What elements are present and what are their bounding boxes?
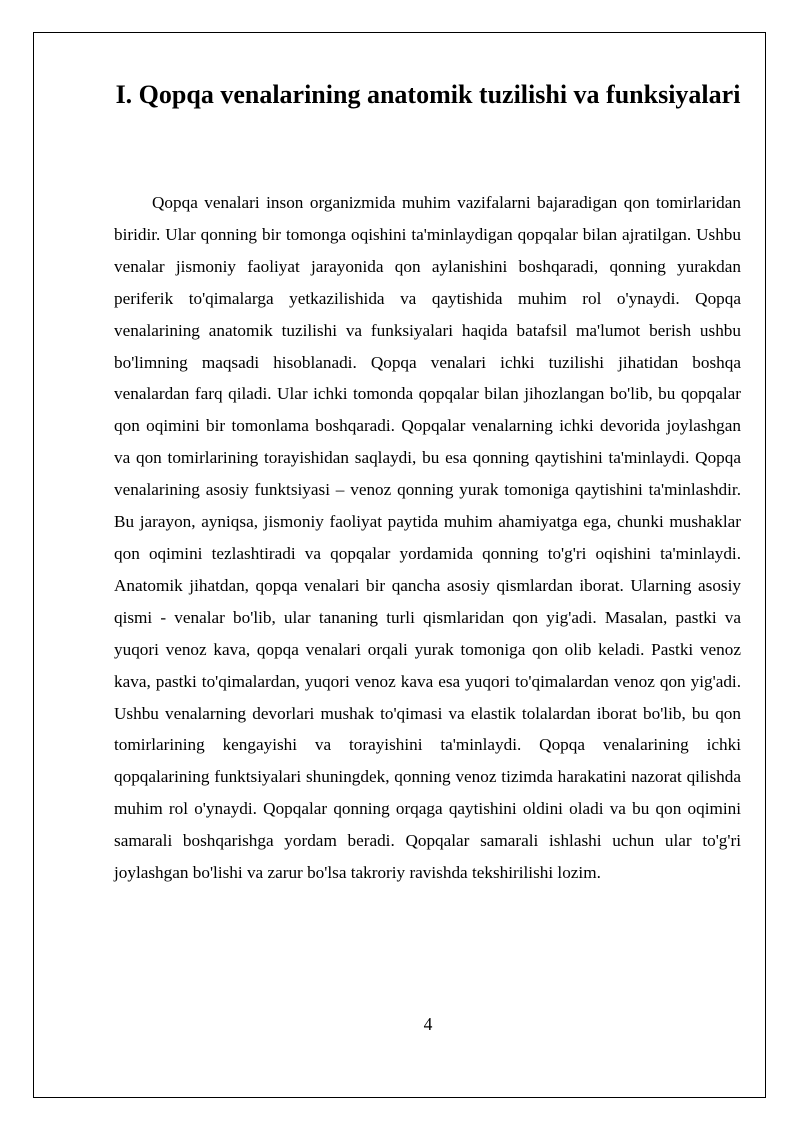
body-paragraph: Qopqa venalari inson organizmida muhim vazifalarni bajaradigan qon tomirlaridan biridir. Ular qonning bir tomonga oqishini ta'minlaydigan qopqalar bilan ajratilgan. Ushbu venalar jismoniy faoliyat jarayonida qon aylanishini boshqaradi, qonning yurakdan periferik to'qimalarga yetkazilishida va qaytishida muhim rol o'ynaydi. Qopqa venalarining anatomik tuzilishi va funksiyalari haqida batafsil ma'lumot berish ushbu bo'limning maqsadi hisoblanadi. Qopqa venalari ichki tuzilishi jihatidan boshqa venalardan farq qiladi. Ular ichki tomonda qopqalar bilan jihozlangan bo'lib, bu qopqalar qon oqimini bir tomonlama boshqaradi. Qopqalar venalarning ichki devorida joylashgan va qon tomirlarining torayishidan saqlaydi, bu esa qonning qaytishini ta'minlaydi. Qopqa venalarining asosiy funktsiyasi – venoz qonning yurak tomoniga qaytishini ta'minlashdir. Bu jarayon, ayniqsa, jismoniy faoliyat paytida muhim ahamiyatga ega, chunki mushaklar qon oqimini tezlashtiradi va qopqalar yordamida qonning to'g'ri oqishini ta'minlaydi. Anatomik jihatdan, qopqa venalari bir qancha asosiy qismlardan iborat. Ularning asosiy qismi - venalar bo'lib, ular tananing turli qismlaridan qon yig'adi. Masalan, pastki va yuqori venoz kava, qopqa venalari orqali yurak tomoniga qon olib keladi. Pastki venoz kava, pastki to'qimalardan, yuqori venoz kava esa yuqori to'qimalardan venoz qon yig'adi. Ushbu venalarning devorlari mushak to'qimasi va elastik tolalardan iborat bo'lib, bu qon tomirlarining kengayishi va torayishini ta'minlaydi. Qopqa venalarining ichki qopqalarining funktsiyalari shuningdek, qonning venoz tizimda harakatini nazorat qilishda muhim rol o'ynaydi. Qopqalar qonning orqaga qaytishini oldini oladi va bu qon oqimini samarali boshqarishga yordam beradi. Qopqalar samarali ishlashi uchun ular to'g'ri joylashgan bo'lishi va zarur bo'lsa takroriy ravishda tekshirilishi lozim. bbox=[114, 193, 741, 883]
page-number: 4 bbox=[423, 1014, 433, 1034]
page-title: I. Qopqa venalarining anatomik tuzilishi va funksiyalari bbox=[115, 80, 741, 109]
